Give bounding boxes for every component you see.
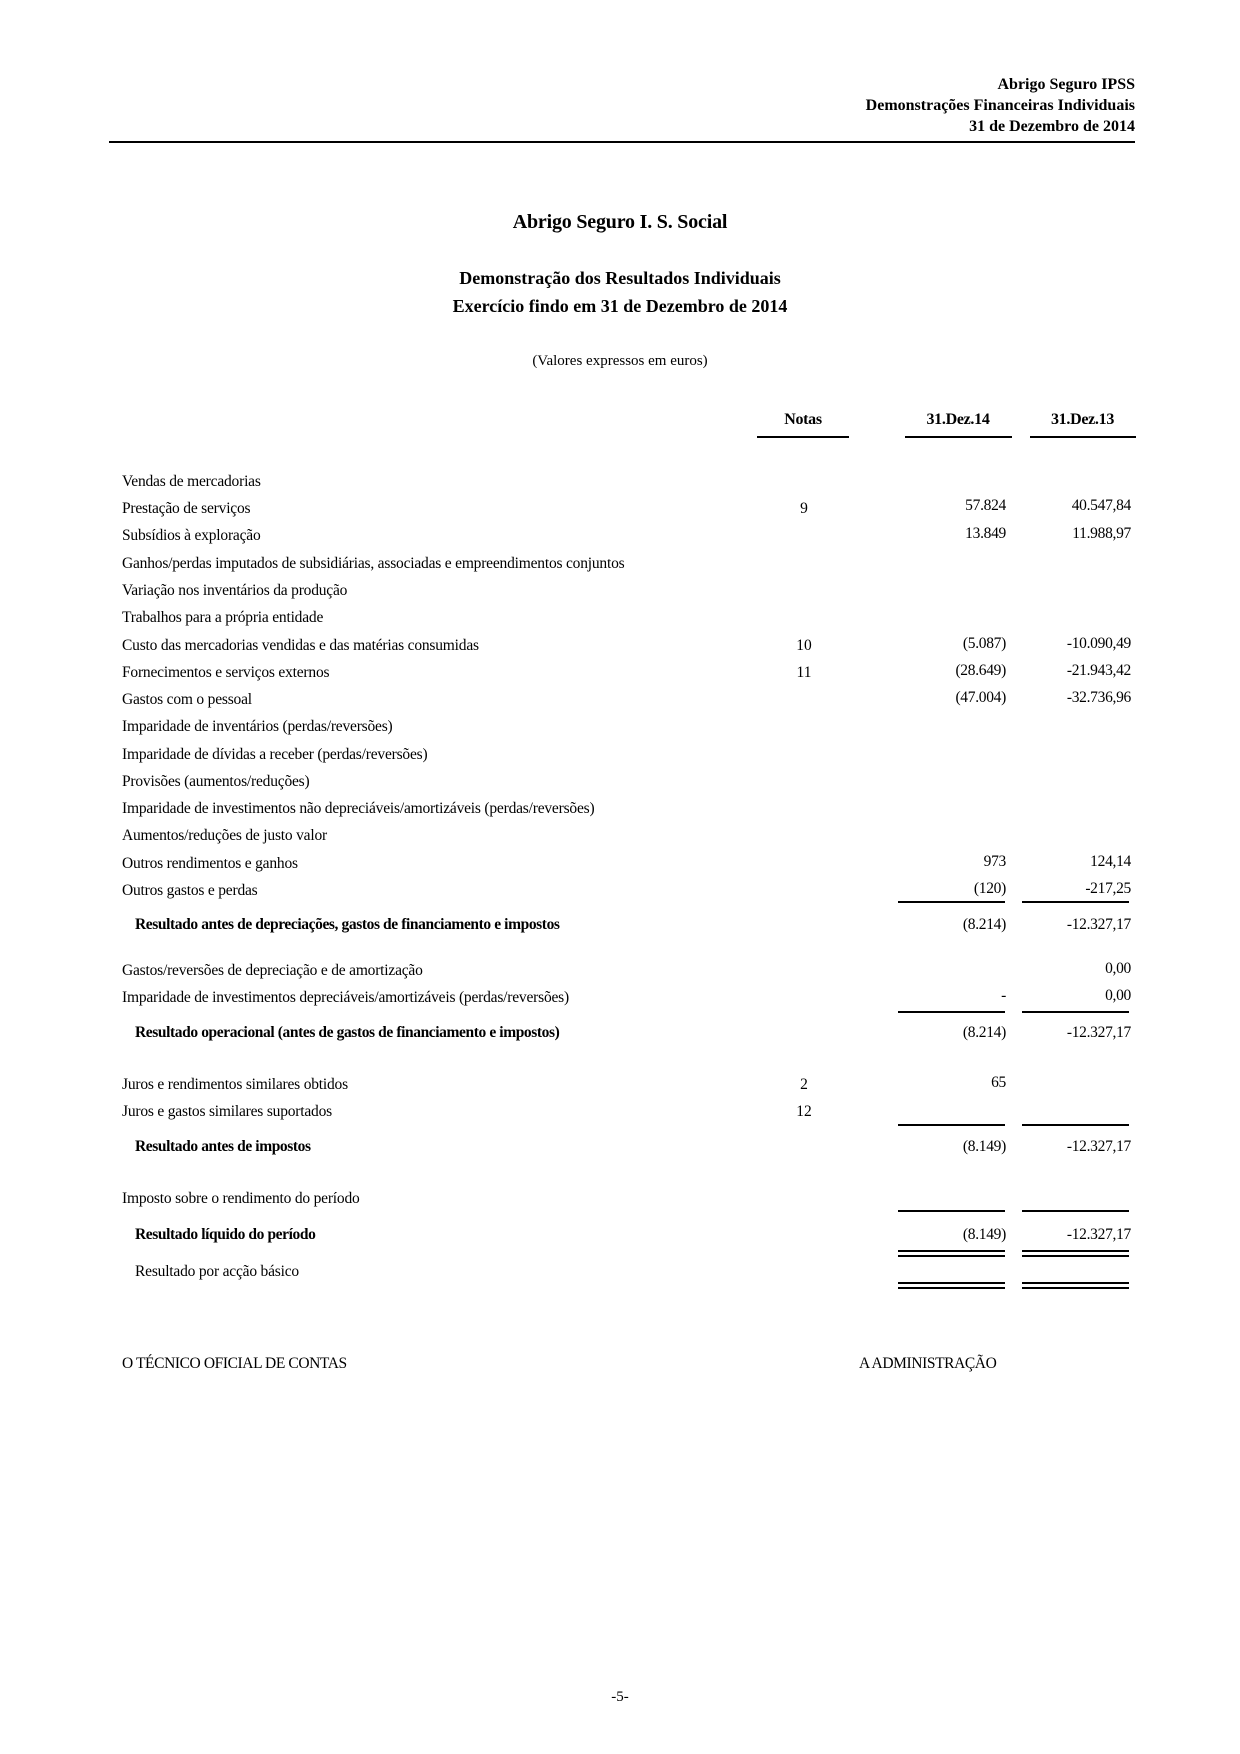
row-value-current: (8.149) <box>962 1226 1006 1243</box>
row-label: Subsídios à exploração <box>122 527 261 544</box>
row-label: Imparidade de inventários (perdas/reversões) <box>122 718 393 735</box>
subtotal-rule-previous <box>1022 1210 1129 1212</box>
statement-title: Demonstração dos Resultados Individuais <box>459 268 781 288</box>
row-label: Resultado por acção básico <box>135 1263 299 1280</box>
subtotal-rule-current <box>898 1124 1005 1126</box>
header-document: Demonstrações Financeiras Individuais <box>865 97 1135 114</box>
row-value-current: (5.087) <box>962 635 1006 652</box>
row-value-previous: 124,14 <box>1090 853 1131 870</box>
row-label: Prestação de serviços <box>122 500 251 517</box>
page-number: -5- <box>611 1689 629 1705</box>
column-header-previous: 31.Dez.13 <box>1050 411 1115 428</box>
row-label: Provisões (aumentos/reduções) <box>122 773 310 790</box>
row-value-previous: 0,00 <box>1105 960 1131 977</box>
row-value-current: 973 <box>983 853 1006 870</box>
row-note: 2 <box>800 1076 808 1093</box>
row-label: Custo das mercadorias vendidas e das matérias consumidas <box>122 637 479 654</box>
row-value-current: (8.214) <box>962 1024 1006 1041</box>
row-value-current: 65 <box>991 1074 1006 1091</box>
row-label-total: Resultado líquido do período <box>135 1226 316 1243</box>
subtotal-rule-current <box>898 901 1005 903</box>
header-company: Abrigo Seguro IPSS <box>997 76 1135 93</box>
row-label: Variação nos inventários da produção <box>122 582 348 599</box>
row-note: 12 <box>796 1103 812 1120</box>
previous-underline <box>1030 436 1136 438</box>
double-rule-previous-top <box>1022 1282 1129 1284</box>
row-value-current: 57.824 <box>965 497 1006 514</box>
row-label: Imparidade de investimentos não depreciáveis/amortizáveis (perdas/reversões) <box>122 800 595 817</box>
row-label: Trabalhos para a própria entidade <box>122 609 324 626</box>
units-note: (Valores expressos em euros) <box>532 353 708 369</box>
row-label: Outros gastos e perdas <box>122 882 258 899</box>
header-date: 31 de Dezembro de 2014 <box>969 118 1135 135</box>
row-value-previous: -10.090,49 <box>1066 635 1131 652</box>
double-rule-current-top <box>898 1250 1005 1252</box>
entity-title: Abrigo Seguro I. S. Social <box>512 211 728 233</box>
column-header-current: 31.Dez.14 <box>926 411 990 428</box>
row-value-previous: -12.327,17 <box>1066 1138 1131 1155</box>
row-label-subtotal: Resultado antes de depreciações, gastos de financiamento e impostos <box>135 916 560 933</box>
row-value-current: (8.214) <box>962 916 1006 933</box>
double-rule-previous-top <box>1022 1250 1129 1252</box>
row-label-subtotal: Resultado antes de impostos <box>135 1138 311 1155</box>
double-rule-previous-bottom <box>1022 1255 1129 1257</box>
row-value-previous: -21.943,42 <box>1066 662 1131 679</box>
row-value-previous: 0,00 <box>1105 987 1131 1004</box>
row-value-current: (120) <box>973 880 1006 897</box>
subtotal-rule-current <box>898 1011 1005 1013</box>
row-note: 9 <box>800 500 808 517</box>
double-rule-current-bottom <box>898 1287 1005 1289</box>
row-value-previous: -32.736,96 <box>1066 689 1131 706</box>
row-label: Gastos com o pessoal <box>122 691 252 708</box>
row-label-subtotal: Resultado operacional (antes de gastos de financiamento e impostos) <box>135 1024 560 1041</box>
row-label: Outros rendimentos e ganhos <box>122 855 298 872</box>
row-value-current: (47.004) <box>955 689 1006 706</box>
row-label: Juros e rendimentos similares obtidos <box>122 1076 348 1093</box>
double-rule-previous-bottom <box>1022 1287 1129 1289</box>
row-label: Gastos/reversões de depreciação e de amortização <box>122 962 423 979</box>
subtotal-rule-previous <box>1022 1011 1129 1013</box>
row-value-previous: -12.327,17 <box>1066 916 1131 933</box>
row-note: 10 <box>796 637 812 654</box>
period-title: Exercício findo em 31 de Dezembro de 2014 <box>452 296 788 316</box>
row-label: Fornecimentos e serviços externos <box>122 664 330 681</box>
row-value-previous: -217,25 <box>1085 880 1131 897</box>
signature-accountant: O TÉCNICO OFICIAL DE CONTAS <box>122 1355 347 1372</box>
row-label: Ganhos/perdas imputados de subsidiárias, associadas e empreendimentos conjuntos <box>122 555 625 572</box>
double-rule-current-bottom <box>898 1255 1005 1257</box>
signature-administration: A ADMINISTRAÇÃO <box>859 1355 997 1372</box>
row-value-previous: -12.327,17 <box>1066 1024 1131 1041</box>
column-header-notes: Notas <box>784 411 822 428</box>
row-label: Imposto sobre o rendimento do período <box>122 1190 360 1207</box>
row-label: Juros e gastos similares suportados <box>122 1103 332 1120</box>
row-label: Imparidade de dívidas a receber (perdas/reversões) <box>122 746 428 763</box>
row-value-current: (28.649) <box>955 662 1006 679</box>
row-value-previous: 40.547,84 <box>1071 497 1131 514</box>
row-label: Imparidade de investimentos depreciáveis/amortizáveis (perdas/reversões) <box>122 989 569 1006</box>
row-value-previous: -12.327,17 <box>1066 1226 1131 1243</box>
double-rule-current-top <box>898 1282 1005 1284</box>
row-label: Aumentos/reduções de justo valor <box>122 827 327 844</box>
notes-underline <box>757 436 849 438</box>
row-label: Vendas de mercadorias <box>122 473 261 490</box>
header-rule <box>109 141 1135 143</box>
row-value-current: (8.149) <box>962 1138 1006 1155</box>
subtotal-rule-current <box>898 1210 1005 1212</box>
row-value-previous: 11.988,97 <box>1072 525 1131 542</box>
row-value-current: 13.849 <box>965 525 1006 542</box>
row-note: 11 <box>796 664 812 681</box>
subtotal-rule-previous <box>1022 1124 1129 1126</box>
row-value-current: - <box>1001 987 1006 1004</box>
current-underline <box>905 436 1012 438</box>
subtotal-rule-previous <box>1022 901 1129 903</box>
